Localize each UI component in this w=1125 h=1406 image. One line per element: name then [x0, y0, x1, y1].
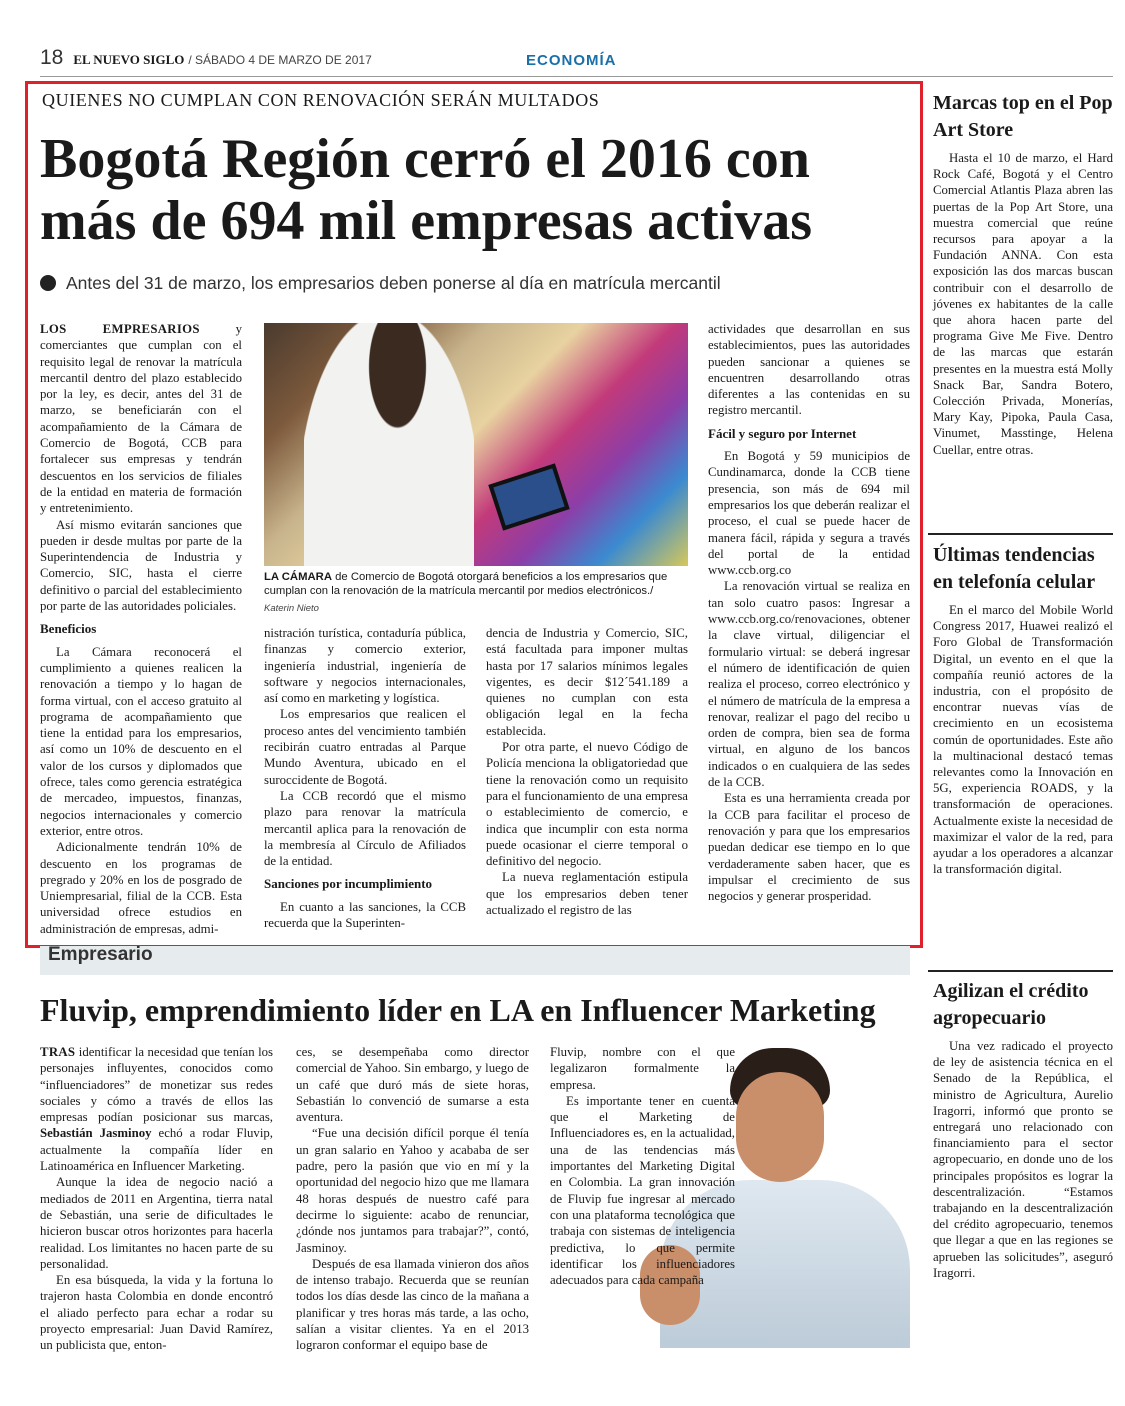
paragraph: La renovación virtual se realiza en tan solo cuatro pasos: Ingresar a www.ccb.org.co/renovaciones, obtener la clave virtual, diligenciar el formulario virtual: se deberá ingresar el número de identificación de quien realiza el proceso, correo electrónico y el número de matrícula de la empresa a renovar, realizar el pago del recibo u orden de compra, bien sea de forma virtual, en alguno de los bancos indicados o en cualquiera de las sedes de la CCB.	[708, 579, 910, 790]
paragraph: La nueva reglamentación estipula que los empresarios deben tener actualizado el registro de las	[486, 870, 688, 918]
paragraph: Fluvip, nombre con el que legalizaron formalmente la empresa.	[550, 1045, 735, 1092]
paragraph: Así mismo evitarán sanciones que pueden ir desde multas por parte de la Superintendencia de Industria y Comercio, SIC, hasta el cierre definitivo o parcial del establecimiento por parte de las autoridades policiales.	[40, 517, 242, 614]
photo-caption	[264, 570, 688, 598]
paragraph: Adicionalmente tendrán 10% de descuento en los programas de pregrado y 20% en los de posgrado de Uniempresarial, filial de la CCB. Esta universidad ofrece estudios en administración de empresas, admi-	[40, 840, 242, 936]
paragraph: En esa búsqueda, la vida y la fortuna lo trajeron hasta Colombia en donde encontró el aliado perfecto para echar a rodar su proyecto empresarial: Juan David Ramírez, un publicista que, enton-	[40, 1273, 273, 1353]
brief-body: Una vez radicado el proyecto de ley de asistencia técnica en el Senado de la República, el ministro de Agricultura, Aurelio Iragorri, informó que pronto se entregará uno relacionado con financiamiento para el sector agropecuario, en donde uno de los principales propósitos es lograr la descentralización. “Estamos trabajando en la descentralización del crédito agropecuario, tenemos que llegar a que en las regiones se aprueben las solicitudes”, aseguró Iragorri.	[933, 1039, 1113, 1280]
lead-in: TRAS	[40, 1045, 76, 1059]
main-headline: Bogotá Región cerró el 2016 con más de 694 mil empresas activas	[40, 128, 812, 252]
subheading: Sanciones por incumplimiento	[264, 876, 433, 892]
paragraph: ces, se desempeñaba como director comercial de Yahoo. Sin embargo, y luego de un café que duró más de siete horas, Sebastián lo convenció de sumarse a esta aventura.	[296, 1045, 529, 1125]
main-summary	[40, 273, 721, 294]
sidebar-divider	[928, 970, 1113, 972]
paragraph: En cuanto a las sanciones, la CCB recuerda que la Superinten-	[264, 899, 466, 931]
subheading: Beneficios	[40, 621, 97, 637]
paragraph: Es importante tener en cuenta que el Marketing de Influenciadores es, en la actualidad, una de las tendencias más importantes del Marketing Digital en Colombia. La gran innovación de Fluvip fue ingresar al mercado con una plataforma tecnológica que trabaja con sistemas de inteligencia predictiva, lo que permite identificar los influenciadores adecuados para cada campaña	[550, 1093, 735, 1288]
sidebar-divider	[928, 533, 1113, 535]
paragraph-text: echó a rodar Fluvip, actualmente la compañía líder en Latinoamérica en Influencer Marketing.	[40, 1126, 273, 1174]
paragraph: La Cámara reconocerá el cumplimiento a quienes realicen la renovación a tiempo y lo hagan de forma virtual, con el acceso gratuito al programa de acompañamiento que tiene la entidad para los empresarios, así como un 10% de descuento en el valor de los cursos y diplomados que ofrece, tales como gerencia estratégica de mercadeo, impuestos, finanzas, negocios internacionales y comercio exterior, entre otros.	[40, 644, 242, 838]
brief-body: Hasta el 10 de marzo, el Hard Rock Café, Bogotá y el Centro Comercial Atlantis Plaza abren las puertas de la Pop Art Store, una muestra comercial que reúne recursos para apoyar a la Fundación ANNA. Con esta exposición las dos marcas buscan contribuir con el desarrollo de jóvenes ex habitantes de la calle que ahora hacen parte del programa Give Me Five. Dentro de las marcas que estarán presentes en la muestra está Molly Snack Bar, Sandra Botero, Colección Privada, Monerías, Mary Kay, Pipoka, Paula Casa, Vinumet, Masstinge, Helena Cuellar, entre otras.	[933, 151, 1113, 457]
section-name: ECONOMÍA	[526, 52, 617, 69]
face-shape	[736, 1072, 824, 1182]
second-column-2	[296, 1044, 529, 1354]
second-column-1	[40, 1044, 273, 1354]
paragraph: nistración turística, contaduría pública, finanzas y comercio exterior, ingeniería industrial, ingeniería de software y negocios internacionales, así como en marketing y logística.	[264, 626, 466, 706]
shopkeeper-photo	[264, 323, 688, 566]
sidebar-brief-3	[933, 978, 1113, 1281]
main-column-4	[708, 321, 910, 904]
second-column-3	[550, 1044, 735, 1288]
main-column-1	[40, 321, 242, 937]
newspaper-name: EL NUEVO SIGLO	[73, 52, 185, 67]
paragraph	[40, 1044, 273, 1174]
man-figure	[304, 323, 474, 566]
sidebar-brief-1	[933, 90, 1113, 458]
issue-date: / SÁBADO 4 DE MARZO DE 2017	[188, 53, 372, 67]
main-column-2	[264, 625, 466, 931]
photo-credit: Katerin Nieto	[264, 603, 319, 614]
paragraph: Por otra parte, el nuevo Código de Policía menciona la obligatoriedad que tiene la renovación como un requisito para el funcionamiento de una empresa o establecimiento de comercio, e indica que incumplir con esta norma puede ocasionar el cierre temporal o definitivo del negocio.	[486, 740, 688, 869]
section-band-label: Empresario	[48, 944, 153, 965]
page-folio	[40, 46, 372, 70]
sidebar-brief-2	[933, 542, 1113, 877]
summary-text: Antes del 31 de marzo, los empresarios deben ponerse al día en matrícula mercantil	[66, 273, 721, 293]
person-name: Sebastián Jasminoy	[40, 1126, 152, 1141]
page-number: 18	[40, 46, 64, 69]
paragraph: “Fue una decisión difícil porque él tenía un gran salario en Yahoo y acababa de ser padre, pero la pasión que vio en mí y la oportunidad del negocio hizo que me llamara 48 horas después de nuestro café para decirme lo siguiente: acabo de renunciar, ¿dónde nos juntamos para trabajar?”, contó, Jasminoy.	[296, 1126, 529, 1255]
brief-title: Últimas tendencias en telefonía celular	[933, 544, 1096, 593]
caption-text: de Comercio de Bogotá otorgará beneficios a los empresarios que cumplan con la renovación de la matrícula mercantil por medios electrónicos./	[264, 571, 668, 597]
second-headline: Fluvip, emprendimiento líder en LA en Influencer Marketing	[40, 992, 876, 1028]
paragraph: dencia de Industria y Comercio, SIC, está facultada para imponer multas hasta por 17 salarios mínimos legales vigentes, es decir $12´541.189 a quienes no cumplan con esta obligación legal en la fecha establecida.	[486, 626, 688, 738]
tablet-shape	[488, 463, 569, 530]
brief-title: Agilizan el crédito agropecuario	[933, 980, 1089, 1029]
brief-body: En el marco del Mobile World Congress 2017, Huawei realizó el Foro Global de Transformación Digital, un evento en el que la compañía reunió actores de la industria, con el propósito de encontrar nuevas vías de crecimiento en un ecosistema común de oportunidades. Este año la multinacional destacó temas relevantes como la Innovación en 5G, experiencia ROADS, y la transformación de operaciones. Actualmente existe la necesidad de maximizar el valor de la red, para ayudar a los operadores a alcanzar la transformación digital.	[933, 603, 1113, 877]
paragraph: Aunque la idea de negocio nació a mediados de 2011 en Argentina, tierra natal de Sebastián, una serie de dificultades le hicieron buscar otros horizontes para hacerla realidad. Los limitantes no hacen parte de su personalidad.	[40, 1175, 273, 1271]
section-band	[40, 946, 910, 975]
paragraph: Después de esa llamada vinieron dos años de intenso trabajo. Recuerda que se reunían todos los días desde las cinco de la mañana a planificar y tres horas más tarde, a las ocho, salían a visitar clientes. Ya en el 2013 lograron conformar el equipo base de	[296, 1256, 529, 1353]
paragraph-text: identificar la necesidad que tenían los personajes influyentes, conocidos como “influenciadores” de monetizar sus redes sociales y cómo a través de ellos las empresas podían posicionar sus marcas,	[40, 1045, 273, 1125]
paragraph: Esta es una herramienta creada por la CCB para facilitar el proceso de renovación y para que los empresarios puedan dedicar ese tiempo en lo que verdaderamente saben hacer, que es impulsar el crecimiento de sus negocios y generar prosperidad.	[708, 791, 910, 904]
brief-title: Marcas top en el Pop Art Store	[933, 92, 1113, 141]
paragraph	[40, 321, 242, 517]
lead-in: LOS EMPRESARIOS	[40, 322, 200, 336]
caption-lead: LA CÁMARA	[264, 571, 332, 583]
bullet-icon	[40, 275, 56, 291]
subheading: Fácil y seguro por Internet	[708, 425, 857, 441]
paragraph: En Bogotá y 59 municipios de Cundinamarca, donde la CCB tiene presencia, son más de 694 mil empresarios los que deberán realizar el proceso, el cual se puede hacer de manera fácil, rápida y segura a través del portal de la entidad www.ccb.org.co	[708, 449, 910, 578]
paragraph: Los empresarios que realicen el proceso antes del vencimiento también recibirán cuatro entradas al Parque Mundo Aventura, ubicado en el suroccidente de Bogotá.	[264, 707, 466, 787]
paragraph: La CCB recordó que el mismo plazo para renovar la matrícula mercantil aplica para la renovación de la membresía al Círculo de Afiliados de la entidad.	[264, 788, 466, 869]
paragraph-text: y comerciantes que cumplan con el requisito legal de renovar la matrícula mercantil dentro del plazo establecido por la ley, es decir, antes del 31 de marzo, se beneficiarán con el acompañamiento de la Cámara de Comercio de Bogotá, CCB para fortalecer sus empresas y tendrán descuentos en los servicios de filiales de la entidad en materia de formación y entretenimiento.	[40, 322, 242, 516]
main-kicker: QUIENES NO CUMPLAN CON RENOVACIÓN SERÁN MULTADOS	[42, 90, 600, 110]
paragraph: actividades que desarrollan en sus establecimientos, pues las autoridades pueden sancionar a quienes se encuentren desarrollando otras diferentes a las contenidas en su registro mercantil.	[708, 322, 910, 418]
main-column-3	[486, 625, 688, 918]
top-divider	[40, 76, 1113, 77]
